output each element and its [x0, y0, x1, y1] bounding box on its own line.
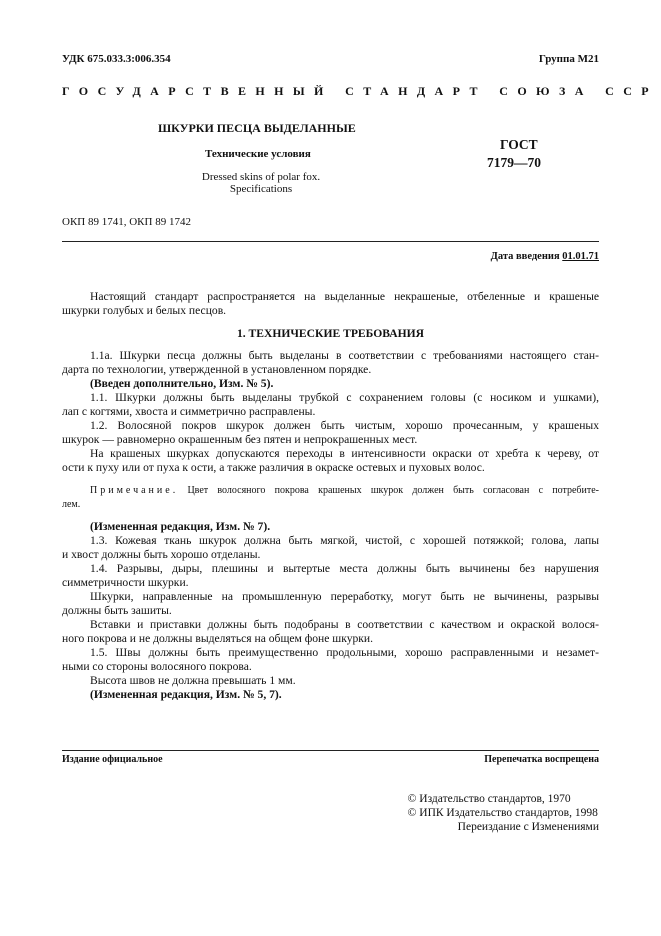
effective-date	[491, 251, 599, 262]
copyright-line: © ИПК Издательство стандартов, 1998	[407, 807, 598, 819]
amendment-note: (Измененная редакция, Изм. № 5, 7).	[90, 688, 282, 701]
text-line: 1.1а. Шкурки песца должны быть выделаны в соответствии с требованиями настоящего стан-	[90, 349, 599, 362]
text-line: дарта по технологии, утвержденной в установленном порядке.	[62, 363, 372, 376]
note-text: лем.	[62, 499, 81, 510]
text-line: Вставки и приставки должны быть подобраны в соответствии с качеством и окраской волося-	[90, 618, 599, 631]
english-title	[176, 171, 346, 195]
text-line: Высота швов не должна превышать 1 мм.	[90, 674, 296, 687]
reissue-note: Переиздание с Изменениями	[457, 821, 599, 833]
text-line: 1.5. Швы должны быть преимущественно продольными, хорошо расправленными и незамет-	[90, 646, 599, 659]
text-line: 1.2. Волосяной покров шкурок должен быть чистым, хорошо прочесанным, у крашеных	[90, 419, 599, 432]
english-title-line: Dressed skins of polar fox.	[201, 171, 321, 183]
text-line: Настоящий стандарт распространяется на выделанные некрашеные, отбеленные и крашеные	[90, 290, 599, 303]
note-text: Цвет волосяного покрова крашеных шкурок должен быть согласован с потребите-	[178, 485, 599, 496]
text-line: Шкурки, направленные на промышленную переработку, могут быть не вычинены, разрывы	[90, 590, 599, 603]
text-line: должны быть зашиты.	[62, 604, 172, 617]
document-body	[62, 290, 599, 702]
state-standard-banner: ГОСУДАРСТВЕННЫЙ СТАНДАРТ СОЮЗА ССР	[62, 84, 659, 98]
gost-number: 7179—70	[487, 155, 541, 170]
document-title: ШКУРКИ ПЕСЦА ВЫДЕЛАННЫЕ	[158, 121, 356, 135]
effective-date-value: 01.01.71	[562, 251, 599, 262]
text-line: шкурок — равномерно окрашенным без пятен и непрокрашенных мест.	[62, 433, 418, 446]
text-line: 1.3. Кожевая ткань шкурок должна быть мягкой, чистой, с хорошей потяжкой; голова, лапы	[90, 534, 599, 547]
gost-label: ГОСТ	[500, 137, 538, 152]
section-heading: 1. ТЕХНИЧЕСКИЕ ТРЕБОВАНИЯ	[236, 327, 425, 340]
english-title-line: Specifications	[229, 183, 293, 195]
footer-divider	[62, 750, 599, 751]
group-code: Группа М21	[538, 53, 599, 65]
udk-code: УДК 675.033.3:006.354	[62, 53, 171, 65]
document-subtitle: Технические условия	[205, 148, 311, 160]
text-line: шкурки голубых и белых песцов.	[62, 304, 227, 317]
note-line	[62, 484, 599, 498]
amendment-note: (Измененная редакция, Изм. № 7).	[90, 520, 271, 533]
text-line: симметричности шкурки.	[62, 576, 189, 589]
divider	[62, 241, 599, 242]
text-line: 1.4. Разрывы, дыры, плешины и вытертые места должны быть вычинены без нарушения	[90, 562, 599, 575]
text-line: ными со стороны волосяного покрова.	[62, 660, 252, 673]
amendment-note: (Введен дополнительно, Изм. № 5).	[90, 377, 274, 390]
text-line: и хвост должны быть хорошо отделаны.	[62, 548, 261, 561]
okp-codes: ОКП 89 1741, ОКП 89 1742	[62, 216, 191, 228]
text-line: ости к пуху или от пуха к ости, а также различия в окраске остевых и пуховых волос.	[62, 461, 485, 474]
text-line: На крашеных шкурках допускаются переходы в интенсивности окраски от хребта к череву, от	[90, 447, 599, 460]
copyright-block	[408, 792, 599, 834]
official-edition: Издание официальное	[62, 754, 163, 765]
text-line: лап с когтями, хвоста и симметрично расправлены.	[62, 405, 316, 418]
copyright-line: © Издательство стандартов, 1970	[407, 793, 571, 805]
text-line: ного покрова и не должны выделяться на общем фоне шкурки.	[62, 632, 374, 645]
reprint-prohibited: Перепечатка воспрещена	[484, 754, 599, 765]
text-line: 1.1. Шкурки должны быть выделаны трубкой с сохранением головы (с носиком и ушками),	[90, 391, 599, 404]
note-label: Примечание.	[90, 485, 179, 496]
effective-date-label: Дата введения	[490, 251, 563, 262]
